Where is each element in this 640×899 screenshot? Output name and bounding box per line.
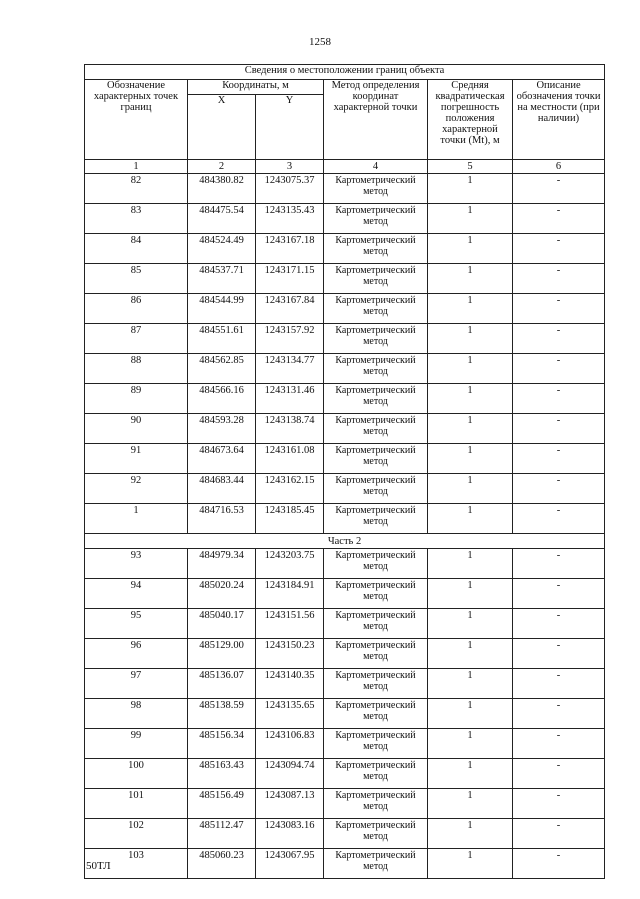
point-cell: 87	[85, 324, 188, 354]
table-row	[85, 384, 605, 414]
method-cell: Картометрический метод	[324, 669, 428, 699]
point-cell: 103	[85, 849, 188, 879]
description-cell: -	[513, 849, 605, 879]
table-row	[85, 819, 605, 849]
table-row	[85, 264, 605, 294]
table-row	[85, 324, 605, 354]
point-cell: 84	[85, 234, 188, 264]
table-row	[85, 294, 605, 324]
point-cell: 1	[85, 504, 188, 534]
point-cell: 82	[85, 174, 188, 204]
y-cell: 1243151.56	[256, 609, 324, 639]
y-cell: 1243171.15	[256, 264, 324, 294]
table-row	[85, 579, 605, 609]
point-cell: 96	[85, 639, 188, 669]
error-cell: 1	[428, 729, 513, 759]
method-cell: Картометрический метод	[324, 384, 428, 414]
point-cell: 97	[85, 669, 188, 699]
x-cell: 484566.16	[188, 384, 256, 414]
header-coords: Координаты, м	[188, 80, 324, 95]
y-cell: 1243184.91	[256, 579, 324, 609]
description-cell: -	[513, 264, 605, 294]
x-cell: 484380.82	[188, 174, 256, 204]
x-cell: 484562.85	[188, 354, 256, 384]
error-cell: 1	[428, 204, 513, 234]
method-cell: Картометрический метод	[324, 294, 428, 324]
table-row	[85, 849, 605, 879]
description-cell: -	[513, 294, 605, 324]
y-cell: 1243157.92	[256, 324, 324, 354]
y-cell: 1243094.74	[256, 759, 324, 789]
x-cell: 484475.54	[188, 204, 256, 234]
table-row	[85, 639, 605, 669]
description-cell: -	[513, 549, 605, 579]
header-point: Обозначение характерных точек границ	[85, 80, 188, 160]
method-cell: Картометрический метод	[324, 579, 428, 609]
y-cell: 1243131.46	[256, 384, 324, 414]
description-cell: -	[513, 354, 605, 384]
x-cell: 484544.99	[188, 294, 256, 324]
column-number: 4	[324, 160, 428, 174]
header-error: Средняя квадратическая погрешность положения характерной точки (Mt), м	[428, 80, 513, 160]
method-cell: Картометрический метод	[324, 849, 428, 879]
description-cell: -	[513, 204, 605, 234]
error-cell: 1	[428, 264, 513, 294]
x-cell: 485136.07	[188, 669, 256, 699]
x-cell: 485129.00	[188, 639, 256, 669]
description-cell: -	[513, 699, 605, 729]
x-cell: 485156.49	[188, 789, 256, 819]
column-number: 3	[256, 160, 324, 174]
table-title: Сведения о местоположении границ объекта	[85, 65, 605, 80]
column-number: 1	[85, 160, 188, 174]
y-cell: 1243075.37	[256, 174, 324, 204]
error-cell: 1	[428, 474, 513, 504]
table-row	[85, 759, 605, 789]
method-cell: Картометрический метод	[324, 639, 428, 669]
description-cell: -	[513, 729, 605, 759]
method-cell: Картометрический метод	[324, 474, 428, 504]
x-cell: 485020.24	[188, 579, 256, 609]
point-cell: 100	[85, 759, 188, 789]
error-cell: 1	[428, 579, 513, 609]
description-cell: -	[513, 789, 605, 819]
x-cell: 484716.53	[188, 504, 256, 534]
method-cell: Картометрический метод	[324, 549, 428, 579]
column-number: 5	[428, 160, 513, 174]
method-cell: Картометрический метод	[324, 759, 428, 789]
x-cell: 485060.23	[188, 849, 256, 879]
part-row	[85, 534, 605, 549]
column-number: 6	[513, 160, 605, 174]
x-cell: 484551.61	[188, 324, 256, 354]
error-cell: 1	[428, 549, 513, 579]
error-cell: 1	[428, 384, 513, 414]
boundary-coordinates-table	[84, 64, 605, 879]
description-cell: -	[513, 579, 605, 609]
error-cell: 1	[428, 789, 513, 819]
method-cell: Картометрический метод	[324, 234, 428, 264]
error-cell: 1	[428, 699, 513, 729]
table-row	[85, 444, 605, 474]
y-cell: 1243067.95	[256, 849, 324, 879]
x-cell: 485040.17	[188, 609, 256, 639]
y-cell: 1243083.16	[256, 819, 324, 849]
error-cell: 1	[428, 354, 513, 384]
description-cell: -	[513, 759, 605, 789]
point-cell: 83	[85, 204, 188, 234]
table-row	[85, 174, 605, 204]
table-row	[85, 549, 605, 579]
method-cell: Картометрический метод	[324, 819, 428, 849]
point-cell: 91	[85, 444, 188, 474]
page-number: 1258	[309, 36, 331, 48]
x-cell: 484673.64	[188, 444, 256, 474]
description-cell: -	[513, 444, 605, 474]
table-body	[85, 160, 605, 879]
y-cell: 1243185.45	[256, 504, 324, 534]
point-cell: 85	[85, 264, 188, 294]
error-cell: 1	[428, 234, 513, 264]
x-cell: 484524.49	[188, 234, 256, 264]
y-cell: 1243138.74	[256, 414, 324, 444]
point-cell: 98	[85, 699, 188, 729]
y-cell: 1243167.18	[256, 234, 324, 264]
description-cell: -	[513, 174, 605, 204]
error-cell: 1	[428, 444, 513, 474]
x-cell: 484593.28	[188, 414, 256, 444]
description-cell: -	[513, 504, 605, 534]
y-cell: 1243135.43	[256, 204, 324, 234]
description-cell: -	[513, 639, 605, 669]
y-cell: 1243150.23	[256, 639, 324, 669]
table-row	[85, 669, 605, 699]
table-row	[85, 414, 605, 444]
table-row	[85, 234, 605, 264]
y-cell: 1243161.08	[256, 444, 324, 474]
table-row	[85, 474, 605, 504]
table-row	[85, 729, 605, 759]
point-cell: 101	[85, 789, 188, 819]
table-row	[85, 699, 605, 729]
error-cell: 1	[428, 174, 513, 204]
point-cell: 92	[85, 474, 188, 504]
error-cell: 1	[428, 639, 513, 669]
y-cell: 1243203.75	[256, 549, 324, 579]
method-cell: Картометрический метод	[324, 699, 428, 729]
part-label: Часть 2	[85, 534, 605, 549]
method-cell: Картометрический метод	[324, 174, 428, 204]
error-cell: 1	[428, 504, 513, 534]
point-cell: 95	[85, 609, 188, 639]
point-cell: 99	[85, 729, 188, 759]
table-row	[85, 204, 605, 234]
description-cell: -	[513, 324, 605, 354]
y-cell: 1243135.65	[256, 699, 324, 729]
error-cell: 1	[428, 324, 513, 354]
y-cell: 1243106.83	[256, 729, 324, 759]
description-cell: -	[513, 414, 605, 444]
method-cell: Картометрический метод	[324, 609, 428, 639]
method-cell: Картометрический метод	[324, 324, 428, 354]
table-row	[85, 354, 605, 384]
x-cell: 485163.43	[188, 759, 256, 789]
x-cell: 485112.47	[188, 819, 256, 849]
table-row	[85, 504, 605, 534]
header-x: X	[188, 95, 256, 160]
table-row	[85, 789, 605, 819]
method-cell: Картометрический метод	[324, 204, 428, 234]
error-cell: 1	[428, 819, 513, 849]
point-cell: 89	[85, 384, 188, 414]
x-cell: 485156.34	[188, 729, 256, 759]
method-cell: Картометрический метод	[324, 264, 428, 294]
x-cell: 485138.59	[188, 699, 256, 729]
point-cell: 94	[85, 579, 188, 609]
method-cell: Картометрический метод	[324, 354, 428, 384]
y-cell: 1243134.77	[256, 354, 324, 384]
description-cell: -	[513, 609, 605, 639]
y-cell: 1243087.13	[256, 789, 324, 819]
point-cell: 102	[85, 819, 188, 849]
header-description: Описание обозначения точки на местности (при наличии)	[513, 80, 605, 160]
method-cell: Картометрический метод	[324, 504, 428, 534]
point-cell: 90	[85, 414, 188, 444]
x-cell: 484537.71	[188, 264, 256, 294]
y-cell: 1243167.84	[256, 294, 324, 324]
method-cell: Картометрический метод	[324, 444, 428, 474]
error-cell: 1	[428, 849, 513, 879]
error-cell: 1	[428, 294, 513, 324]
error-cell: 1	[428, 609, 513, 639]
method-cell: Картометрический метод	[324, 414, 428, 444]
method-cell: Картометрический метод	[324, 789, 428, 819]
header-method: Метод определения координат характерной точки	[324, 80, 428, 160]
y-cell: 1243140.35	[256, 669, 324, 699]
point-cell: 93	[85, 549, 188, 579]
x-cell: 484683.44	[188, 474, 256, 504]
description-cell: -	[513, 234, 605, 264]
error-cell: 1	[428, 759, 513, 789]
table-row	[85, 609, 605, 639]
error-cell: 1	[428, 669, 513, 699]
description-cell: -	[513, 474, 605, 504]
description-cell: -	[513, 819, 605, 849]
point-cell: 88	[85, 354, 188, 384]
footer-mark: 50ТЛ	[86, 860, 111, 872]
y-cell: 1243162.15	[256, 474, 324, 504]
error-cell: 1	[428, 414, 513, 444]
description-cell: -	[513, 384, 605, 414]
header-y: Y	[256, 95, 324, 160]
point-cell: 86	[85, 294, 188, 324]
x-cell: 484979.34	[188, 549, 256, 579]
method-cell: Картометрический метод	[324, 729, 428, 759]
description-cell: -	[513, 669, 605, 699]
column-number-row	[85, 160, 605, 174]
column-number: 2	[188, 160, 256, 174]
